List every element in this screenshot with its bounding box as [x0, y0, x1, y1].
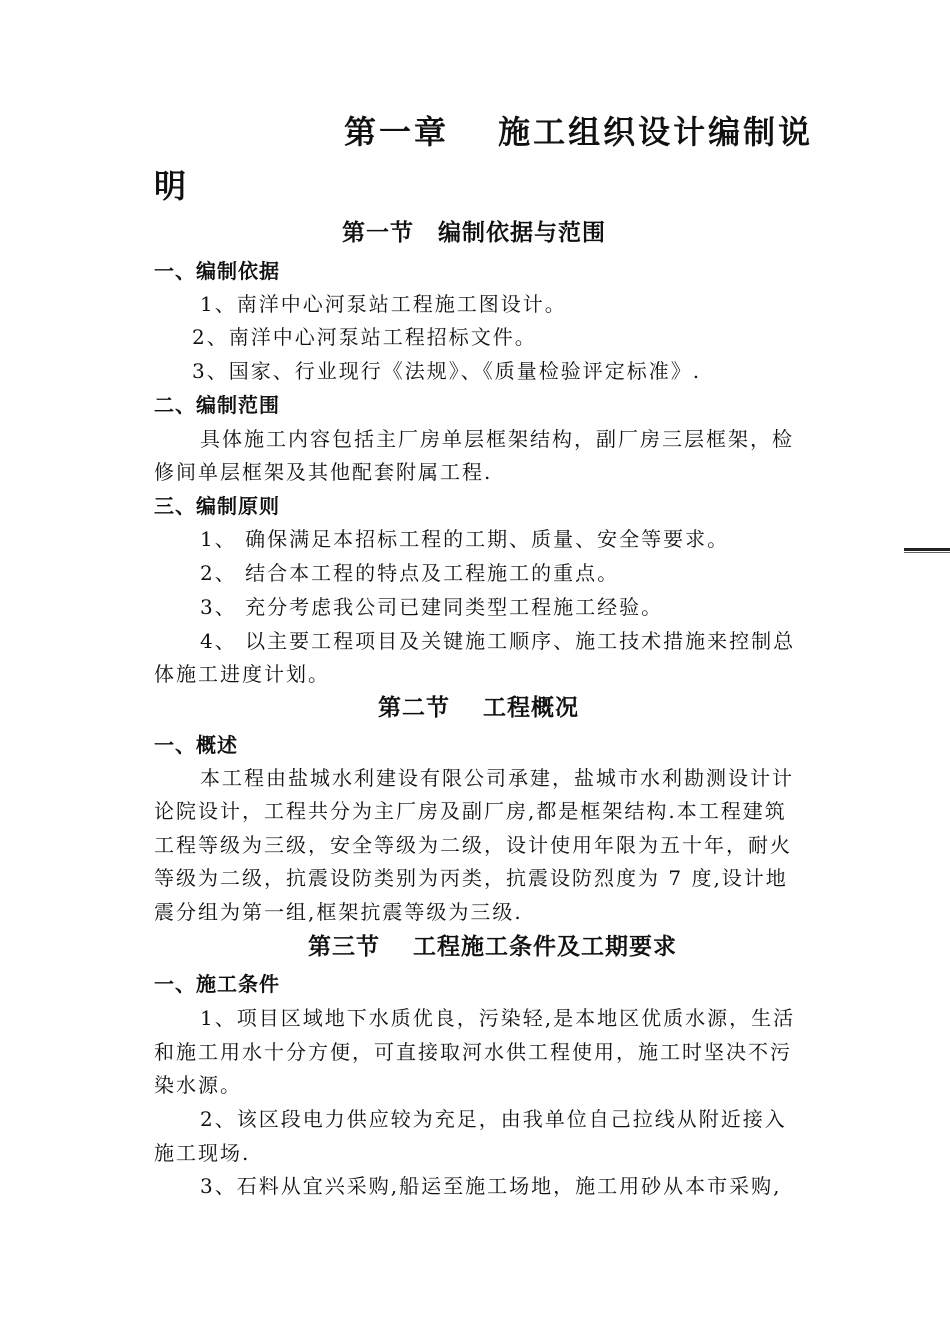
- page-edge-mark: [904, 548, 950, 551]
- chapter-title-line1: 第一章 施工组织设计编制说: [344, 113, 814, 151]
- basis-heading: 一、编制依据: [154, 259, 280, 283]
- overview-line-1: 本工程由盐城水利建设有限公司承建，盐城市水利勘测设计计: [200, 766, 794, 790]
- scope-line-2: 修间单层框架及其他配套附属工程.: [154, 460, 493, 484]
- scope-heading: 二、编制范围: [154, 393, 280, 417]
- overview-line-5: 震分组为第一组,框架抗震等级为三级.: [154, 900, 523, 924]
- overview-heading: 一、概述: [154, 733, 238, 757]
- principles-item-4: 4、 以主要工程项目及关键施工顺序、施工技术措施来控制总: [200, 629, 796, 653]
- conditions-line-4: 2、该区段电力供应较为充足，由我单位自己拉线从附近接入: [200, 1107, 787, 1131]
- overview-line-4: 等级为二级，抗震设防类别为丙类，抗震设防烈度为 7 度,设计地: [154, 866, 788, 890]
- conditions-line-3: 染水源。: [154, 1073, 242, 1097]
- basis-item-2: 2、南洋中心河泵站工程招标文件。: [192, 325, 537, 349]
- section3-title: 第三节 工程施工条件及工期要求: [308, 933, 678, 960]
- section1-title: 第一节 编制依据与范围: [342, 219, 606, 246]
- basis-item-1: 1、南洋中心河泵站工程施工图设计。: [200, 292, 567, 316]
- principles-item-3: 3、 充分考虑我公司已建同类型工程施工经验。: [200, 595, 664, 619]
- principles-item-2: 2、 结合本工程的特点及工程施工的重点。: [200, 561, 620, 585]
- principles-item-1: 1、 确保满足本招标工程的工期、质量、安全等要求。: [200, 527, 730, 551]
- conditions-line-5: 施工现场.: [154, 1141, 251, 1165]
- page-edge-mark-shadow: [904, 552, 950, 553]
- conditions-line-1: 1、项目区域地下水质优良，污染轻,是本地区优质水源，生活: [200, 1006, 796, 1030]
- conditions-line-6: 3、石料从宜兴采购,船运至施工场地，施工用砂从本市采购,: [200, 1174, 782, 1198]
- overview-line-3: 工程等级为三级，安全等级为二级，设计使用年限为五十年，耐火: [154, 833, 792, 857]
- scope-line-1: 具体施工内容包括主厂房单层框架结构，副厂房三层框架，检: [200, 427, 794, 451]
- principles-heading: 三、编制原则: [154, 494, 280, 518]
- conditions-line-2: 和施工用水十分方便，可直接取河水供工程使用，施工时坚决不污: [154, 1040, 792, 1064]
- chapter-title-line2: 明: [154, 167, 190, 205]
- basis-item-3: 3、国家、行业现行《法规》、《质量检验评定标准》.: [192, 359, 702, 383]
- section2-title: 第二节 工程概况: [378, 694, 580, 721]
- principles-item-4-cont: 体施工进度计划。: [154, 662, 330, 686]
- conditions-heading: 一、施工条件: [154, 972, 280, 996]
- overview-line-2: 论院设计，工程共分为主厂房及副厂房,都是框架结构.本工程建筑: [154, 799, 787, 823]
